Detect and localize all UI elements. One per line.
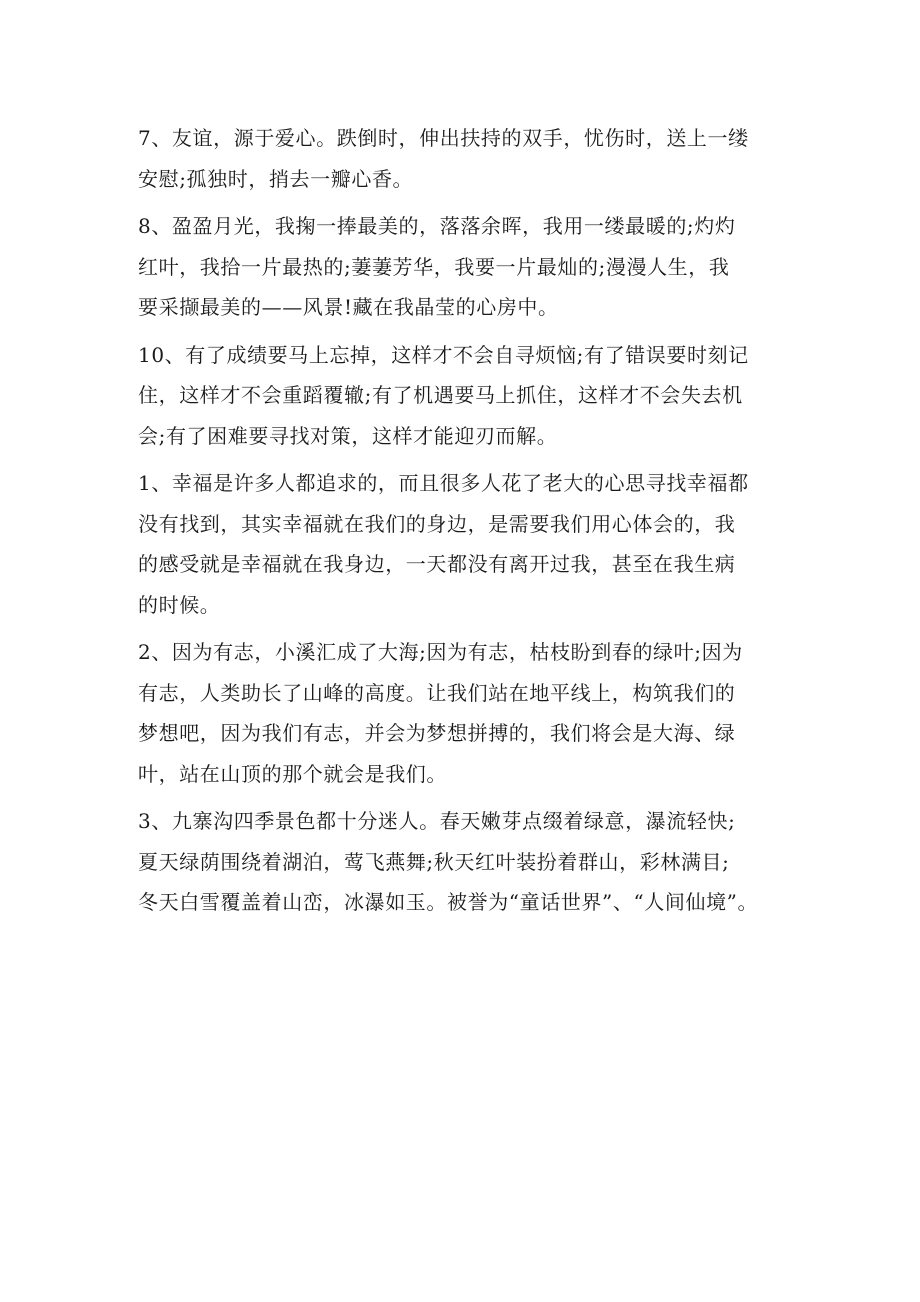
text-line: 2、因为有志，小溪汇成了大海;因为有志，枯枝盼到春的绿叶;因为 (138, 640, 743, 664)
text-line: 红叶，我拾一片最热的;萋萋芳华，我要一片最灿的;漫漫人生，我 (138, 254, 730, 279)
text-line: 要采撷最美的——风景!藏在我晶莹的心房中。 (138, 295, 559, 319)
text-line: 的感受就是幸福就在我身边，一天都没有离开过我，甚至在我生病 (138, 552, 736, 576)
text-line: 住，这样才不会重蹈覆辙;有了机遇要马上抓住，这样才不会失去机 (138, 383, 743, 407)
document-body (138, 118, 808, 930)
text-line: 有志，人类助长了山峰的高度。让我们站在地平线上，构筑我们的 (138, 680, 736, 705)
paragraph-happiness (138, 463, 808, 625)
text-line: 8、盈盈月光，我掬一捧最美的，落落余晖，我用一缕最暖的;灼灼 (138, 214, 736, 238)
text-line: 1、幸福是许多人都追求的，而且很多人花了老大的心思寻找幸福都 (138, 471, 749, 495)
text-line: 的时候。 (138, 592, 221, 617)
text-line: 安慰;孤独时，捎去一瓣心香。 (138, 166, 414, 191)
text-line: 没有找到，其实幸福就在我们的身边，是需要我们用心体会的，我 (138, 511, 736, 536)
text-line: 叶，站在山顶的那个就会是我们。 (138, 761, 447, 786)
text-line: 梦想吧，因为我们有志，并会为梦想拼搏的，我们将会是大海、绿 (138, 721, 736, 745)
paragraph-moonlight (138, 206, 808, 328)
paragraph-achievements (138, 335, 808, 457)
text-line: 冬天白雪覆盖着山峦，冰瀑如玉。被誉为“童话世界”、“人间仙境”。 (138, 890, 759, 914)
text-line: 10、有了成绩要马上忘掉，这样才不会自寻烦恼;有了错误要时刻记 (138, 342, 749, 367)
paragraph-friendship (138, 118, 808, 199)
paragraph-ambition (138, 632, 808, 794)
paragraph-jiuzhaigou (138, 801, 808, 923)
text-line: 夏天绿荫围绕着湖泊，莺飞燕舞;秋天红叶装扮着群山，彩林满目; (138, 849, 730, 874)
text-line: 会;有了困难要寻找对策，这样才能迎刃而解。 (138, 423, 558, 448)
text-line: 3、九寨沟四季景色都十分迷人。春天嫩芽点缀着绿意，瀑流轻快; (138, 809, 736, 833)
text-line: 7、友谊，源于爱心。跌倒时，伸出扶持的双手，忧伤时，送上一缕 (138, 126, 749, 150)
